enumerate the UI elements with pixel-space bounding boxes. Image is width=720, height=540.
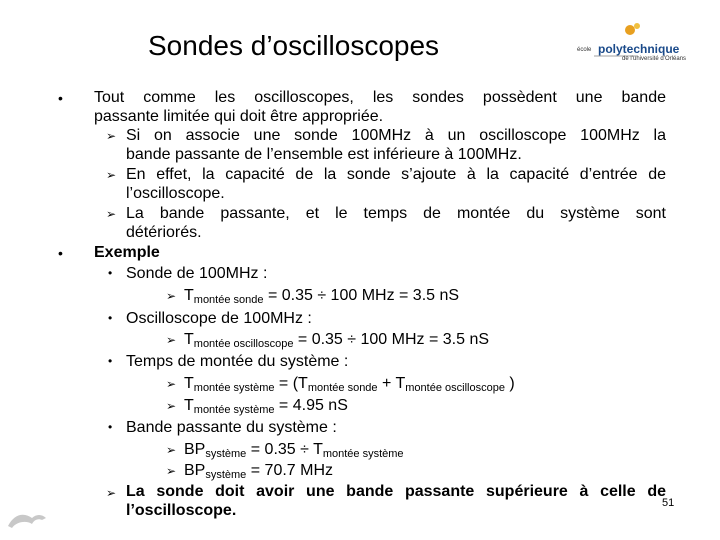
sub-point-line: bande passante de l’ensemble est inférieure à 100MHz. — [126, 146, 522, 163]
logo-universite-text: de l’université d’Orléans — [622, 56, 687, 62]
paragraph-line: Tout comme les oscilloscopes, les sondes possèdent une bande — [94, 89, 666, 106]
temps-equation-1: $T_{montée système} = (T_{montée sonde} + T_{montée oscilloscope}$ ) — [184, 375, 515, 394]
bullet-marker: • — [58, 90, 63, 106]
temps-label: Temps de montée du système : — [126, 353, 349, 370]
conclusion-line: La sonde doit avoir une bande passante supérieure à celle de — [126, 483, 666, 500]
sub-point-line: En effet, la capacité de la sonde s’ajoute à la capacité d’entrée de — [126, 166, 666, 183]
bande-equation-1: $BP_{système} = 0.35 \div T_{montée système}$ — [184, 441, 404, 460]
bande-equation-2: $BP_{système} = 70.7$ MHz — [184, 462, 334, 481]
sub-point-line: La bande passante, et le temps de montée du système sont — [126, 205, 666, 222]
arrow-bullet-icon: ➢ — [166, 464, 177, 478]
paragraph-line: passante limitée qui doit être appropriée. — [94, 108, 384, 125]
slide-title: Sondes d’oscilloscopes — [148, 30, 440, 61]
sub-point-line: l’oscilloscope. — [126, 185, 225, 202]
oscilloscope-equation: $T_{montée oscilloscope} = 0.35 \div 100$ MHz = 3.5 nS — [184, 331, 490, 350]
exemple-heading: Exemple — [94, 244, 160, 261]
arrow-bullet-icon: ➢ — [106, 207, 117, 221]
bande-label: Bande passante du système : — [126, 419, 337, 436]
bullet-marker: • — [58, 245, 63, 261]
arrow-bullet-icon: ➢ — [106, 486, 117, 500]
sub-bullet-marker: • — [108, 266, 113, 280]
sub-bullet-marker: • — [108, 420, 113, 434]
conclusion-line: l’oscilloscope. — [126, 502, 237, 519]
sub-point-line: Si on associe une sonde 100MHz à un oscilloscope 100MHz la — [126, 127, 666, 144]
sonde-equation: $T_{montée sonde} = 0.35 \div 100$ MHz = 3.5 nS — [184, 287, 460, 306]
polytechnique-logo — [574, 20, 714, 68]
arrow-bullet-icon: ➢ — [166, 399, 177, 413]
arrow-bullet-icon: ➢ — [106, 129, 117, 143]
logo-polytechnique-text: polytechnique — [598, 42, 680, 56]
oscilloscope-label: Oscilloscope de 100MHz : — [126, 310, 312, 327]
arrow-bullet-icon: ➢ — [166, 443, 177, 457]
sonde-label: Sonde de 100MHz : — [126, 265, 268, 282]
temps-equation-2: $T_{montée système} = 4.95$ nS — [184, 397, 348, 416]
sub-point-line: détériorés. — [126, 224, 202, 241]
sub-bullet-marker: • — [108, 311, 113, 325]
page-number: 51 — [662, 497, 675, 509]
sub-bullet-marker: • — [108, 354, 113, 368]
arrow-bullet-icon: ➢ — [166, 333, 177, 347]
arrow-bullet-icon: ➢ — [166, 289, 177, 303]
logo-ecole-text: école — [577, 47, 592, 53]
footer-logo-icon — [6, 508, 50, 530]
arrow-bullet-icon: ➢ — [106, 168, 117, 182]
arrow-bullet-icon: ➢ — [166, 377, 177, 391]
